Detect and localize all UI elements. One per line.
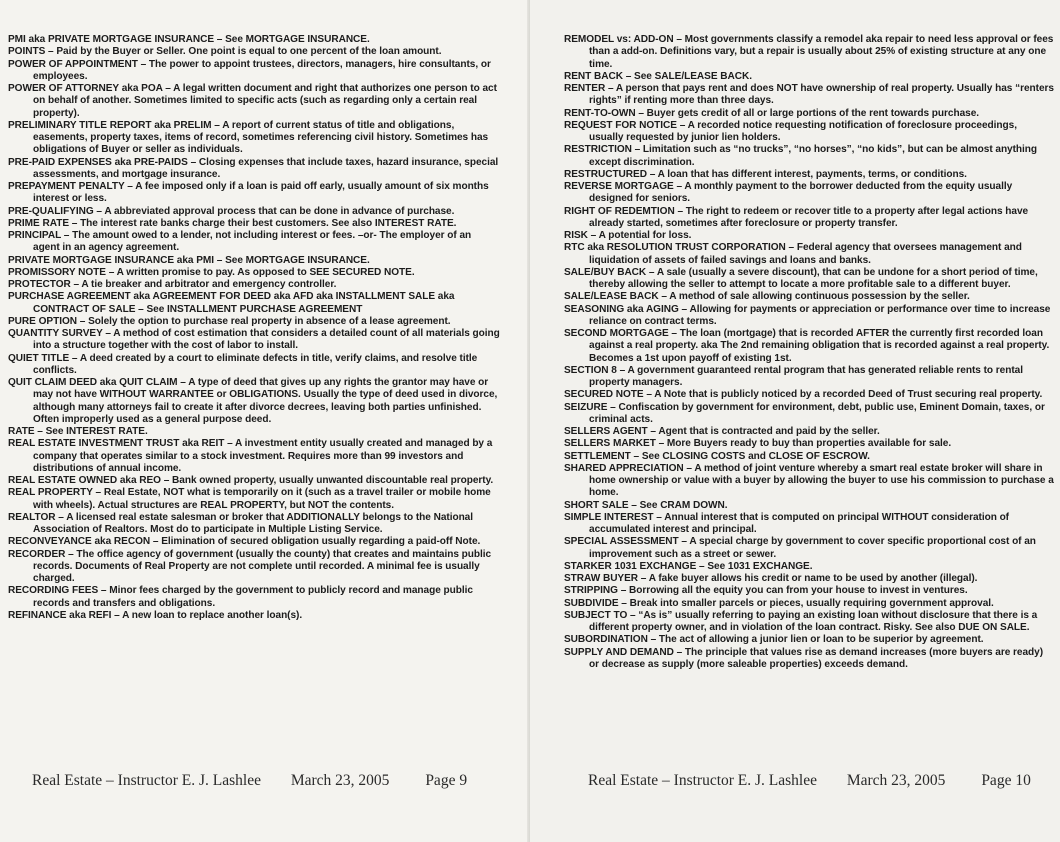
glossary-entry: SUPPLY AND DEMAND – The principle that values rise as demand increases (more buyers are ready) or decrease as supply (more saleable properties) exceeds demand. (564, 646, 1044, 670)
glossary-entry: PREPAYMENT PENALTY – A fee imposed only if a loan is paid off early, usually amount of six months interest or less. (8, 181, 489, 205)
glossary-entry: REAL PROPERTY – Real Estate, NOT what is temporarily on it (such as a travel trailer or mobile home with wheels). Actual structures are REAL PROPERTY, but NOT the contents. (8, 487, 491, 511)
glossary-entry: SUBJECT TO – “As is” usually referring to paying an existing loan without disclosure that there is a different property owner, and in violation of the loan contract. Risky. See also DUE ON SALE. (564, 609, 1038, 633)
glossary-entry: RESTRUCTURED – A loan that has different interest, payments, terms, or conditions. (564, 168, 967, 180)
glossary-entry: SPECIAL ASSESSMENT – A special charge by government to cover specific proportional cost of an improvement such as a street or sewer. (564, 536, 1036, 560)
glossary-entry: POWER OF ATTORNEY aka POA – A legal written document and right that authorizes one person to act on behalf of another. Sometimes limited to specific acts (such as regarding only a certain real property). (8, 83, 497, 119)
glossary-entry: PRELIMINARY TITLE REPORT aka PRELIM – A report of current status of title and obligations, easements, property taxes, items of record, sometimes referencing civil history. Sometimes has obligations of Buyer or seller as individuals. (8, 119, 489, 156)
page-footer-right (588, 772, 1031, 790)
glossary-entry: REVERSE MORTGAGE – A monthly payment to the borrower deducted from the equity usually designed for seniors. (564, 181, 1013, 205)
glossary-entry: REAL ESTATE INVESTMENT TRUST aka REIT – A investment entity usually created and managed by a company that operates similar to a stock investment. Requires more than 99 investors and distributions of annual income. (8, 438, 493, 474)
glossary-entry: PMI aka PRIVATE MORTGAGE INSURANCE – See MORTGAGE INSURANCE. (8, 34, 370, 45)
glossary-entry: PRINCIPAL – The amount owed to a lender, not including interest or fees. –or- The employer of an agent in an agency agreement. (8, 230, 472, 254)
glossary-entry: REQUEST FOR NOTICE – A recorded notice requesting notification of foreclosure proceedings, usually requested by junior lien holders. (564, 119, 1017, 143)
glossary-entry: RENT BACK – See SALE/LEASE BACK. (564, 70, 752, 82)
glossary-entry: SUBDIVIDE – Break into smaller parcels or pieces, usually requiring government approval. (564, 597, 994, 609)
glossary-entry: PRIME RATE – The interest rate banks charge their best customers. See also INTEREST RATE. (8, 217, 457, 229)
glossary-entry: SECTION 8 – A government guaranteed rental program that has generated reliable rents to rental property managers. (564, 364, 1023, 388)
glossary-column-right (564, 34, 1054, 671)
glossary-entry: SELLERS MARKET – More Buyers ready to buy than properties available for sale. (564, 438, 952, 450)
right-page (530, 0, 1060, 842)
glossary-entry: RENTER – A person that pays rent and does NOT have ownership of real property. Usually has “renters rights” if renting more than three days. (564, 83, 1054, 107)
glossary-entry: SECOND MORTGAGE – The loan (mortgage) that is recorded AFTER the currently first recorded loan against a real property. aka The 2nd remaining obligation that is recorded against a real property. Becomes a 1st upon payoff of existing 1st. (564, 328, 1050, 364)
glossary-entry: PRE-PAID EXPENSES aka PRE-PAIDS – Closing expenses that include taxes, hazard insurance, special assessments, and mortgage insurance. (8, 156, 499, 180)
glossary-entry: RTC aka RESOLUTION TRUST CORPORATION – Federal agency that oversees management and liquidation of assets of failed savings and loans and banks. (564, 242, 1022, 266)
glossary-entry: STRIPPING – Borrowing all the equity you can from your house to invest in ventures. (564, 585, 968, 597)
glossary-entry: SETTLEMENT – See CLOSING COSTS and CLOSE OF ESCROW. (564, 450, 870, 462)
glossary-entry: QUANTITY SURVEY – A method of cost estimation that considers a detailed count of all materials going into a structure together with the cost of labor to install. (8, 328, 500, 352)
glossary-entry: RECORDING FEES – Minor fees charged by the government to publicly record and manage public records and transfers and obligations. (8, 585, 473, 609)
page-footer-left (32, 772, 467, 790)
footer-author: Real Estate – Instructor E. J. Lashlee (588, 772, 817, 789)
glossary-entry: PURE OPTION – Solely the option to purchase real property in absence of a lease agreement. (8, 315, 451, 327)
glossary-entry: REALTOR – A licensed real estate salesman or broker that ADDITIONALLY belongs to the National Association of Realtors. Most do to participate in Multiple Listing Service. (8, 511, 474, 535)
glossary-entry: RISK – A potential for loss. (564, 230, 692, 241)
glossary-entry: RECONVEYANCE aka RECON – Elimination of secured obligation usually regarding a paid-off Note. (8, 536, 481, 548)
footer-date: March 23, 2005 (846, 772, 946, 789)
glossary-entry: SEIZURE – Confiscation by government for environment, debt, public use, Eminent Domain, taxes, or criminal acts. (564, 401, 1045, 425)
glossary-entry: STRAW BUYER – A fake buyer allows his credit or name to be used by another (illegal). (564, 573, 978, 584)
glossary-entry: SUBORDINATION – The act of allowing a junior lien or loan to be superior by agreement. (564, 634, 984, 646)
glossary-entry: SELLERS AGENT – Agent that is contracted and paid by the seller. (564, 426, 880, 437)
glossary-entry: REMODEL vs: ADD-ON – Most governments classify a remodel aka repair to need less approval or fees than a add-on. Definitions vary, but a repair is usually about 25% of existing structure at any one time. (564, 34, 1054, 70)
footer-author: Real Estate – Instructor E. J. Lashlee (32, 772, 261, 789)
footer-page-number: Page 9 (425, 772, 468, 789)
footer-date: March 23, 2005 (290, 772, 390, 789)
glossary-entry: SEASONING aka AGING – Allowing for payments or appreciation or performance over time to increase reliance on contract terms. (564, 303, 1051, 327)
glossary-entry: RENT-TO-OWN – Buyer gets credit of all or large portions of the rent towards purchase. (564, 107, 980, 119)
glossary-entry: PRIVATE MORTGAGE INSURANCE aka PMI – See MORTGAGE INSURANCE. (8, 254, 370, 266)
glossary-entry: PROTECTOR – A tie breaker and arbitrator and emergency controller. (8, 279, 337, 290)
glossary-entry: REAL ESTATE OWNED aka REO – Bank owned property, usually unwanted discountable real property. (8, 475, 494, 486)
glossary-entry: PURCHASE AGREEMENT aka AGREEMENT FOR DEED aka AFD aka INSTALLMENT SALE aka CONTRACT OF SALE – See INSTALLMENT PURCHASE AGREEMENT (8, 291, 455, 315)
glossary-entry: SIMPLE INTEREST – Annual interest that is computed on principal WITHOUT consideration of accumulated interest and principal. (564, 511, 1009, 535)
glossary-entry: PRE-QUALIFYING – A abbreviated approval process that can be done in advance of purchase. (8, 205, 455, 217)
glossary-entry: SALE/LEASE BACK – A method of sale allowing continuous possession by the seller. (564, 291, 970, 303)
glossary-entry: PROMISSORY NOTE – A written promise to pay. As opposed to SEE SECURED NOTE. (8, 266, 415, 278)
glossary-entry: POWER OF APPOINTMENT – The power to appoint trustees, directors, managers, hire consultants, or employees. (8, 58, 491, 82)
glossary-entry: RIGHT OF REDEMTION – The right to redeem or recover title to a property after legal actions have already started, sometimes after foreclosure or property transfer. (564, 205, 1029, 229)
glossary-entry: SECURED NOTE – A Note that is publicly noticed by a recorded Deed of Trust securing real property. (564, 389, 1043, 401)
glossary-entry: QUIET TITLE – A deed created by a court to eliminate defects in title, verify claims, and resolve title conflicts. (8, 352, 478, 376)
footer-page-number: Page 10 (981, 772, 1031, 789)
glossary-entry: QUIT CLAIM DEED aka QUIT CLAIM – A type of deed that gives up any rights the grantor may have or may not have WITHOUT WARRANTEE or OBLIGATIONS. Usually the type of deed used in divorce, although many attorneys fail to create it after divorce decrees, leaving both parties unfinished. Often improperly used as a general purpose deed. (8, 377, 498, 425)
glossary-entry: REFINANCE aka REFI – A new loan to replace another loan(s). (8, 609, 303, 621)
glossary-entry: SALE/BUY BACK – A sale (usually a severe discount), that can be undone for a short period of time, thereby allowing the seller to attempt to locate a more profitable sale to a different buyer. (564, 266, 1038, 290)
glossary-entry: RATE – See INTEREST RATE. (8, 426, 148, 437)
glossary-entry: SHARED APPRECIATION – A method of joint venture whereby a smart real estate broker will share in home ownership or value with a buyer by allowing the buyer to use his commission to purchase a home. (564, 462, 1054, 499)
glossary-entry: RESTRICTION – Limitation such as “no trucks”, “no horses”, “no kids”, but can be almost anything except discrimination. (564, 144, 1038, 168)
glossary-entry: POINTS – Paid by the Buyer or Seller. One point is equal to one percent of the loan amount. (8, 46, 442, 58)
glossary-entry: RECORDER – The office agency of government (usually the county) that creates and maintains public records. Documents of Real Property are not complete until recorded. A minimal fee is usually charged. (8, 548, 492, 584)
glossary-column-left (8, 34, 500, 622)
glossary-entry: STARKER 1031 EXCHANGE – See 1031 EXCHANGE. (564, 560, 813, 572)
glossary-entry: SHORT SALE – See CRAM DOWN. (564, 499, 728, 511)
